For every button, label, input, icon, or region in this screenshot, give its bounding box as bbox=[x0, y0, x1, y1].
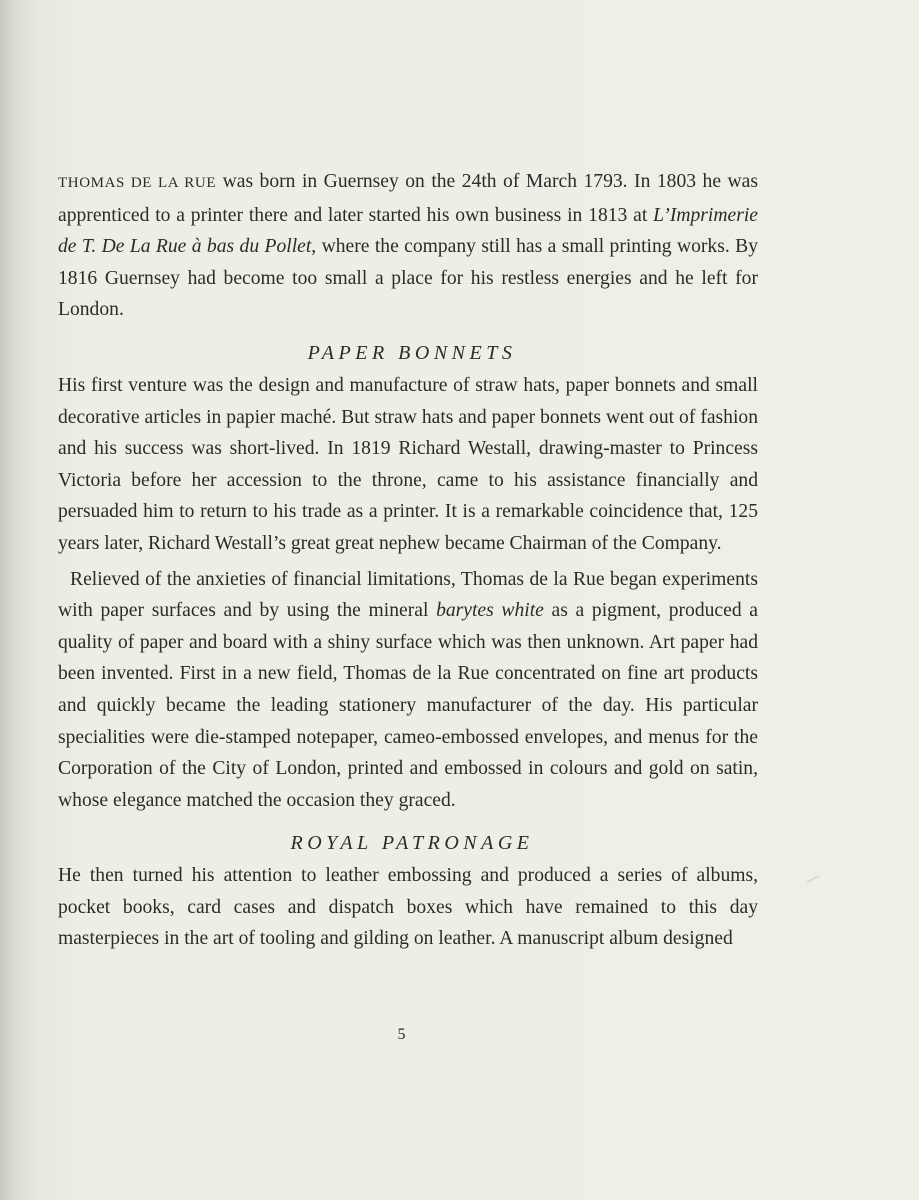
lead-name: THOMAS DE LA RUE bbox=[58, 175, 217, 191]
intro-text-a: was born in Guernsey on the 24th of March 1793. In 1803 he was apprenticed to a printer there and later started his own business in 1813 at bbox=[58, 171, 758, 226]
art-paper-text-a: Relieved of the anxieties of financial limitations, Thomas de la Rue began experiments with paper surfaces and by using the mineral bbox=[58, 568, 758, 622]
paragraph-art-paper bbox=[58, 564, 758, 817]
paragraph-leather-embossing: He then turned his attention to leather embossing and produced a series of albums, pocket books, card cases and dispatch boxes which have remained to this day masterpieces in the art of tooling and gilding on leather. A manuscript album designed bbox=[58, 865, 758, 950]
page-number-text: 5 bbox=[397, 1026, 406, 1043]
paragraph-intro bbox=[58, 166, 758, 326]
section-heading-royal-patronage: ROYAL PATRONAGE bbox=[290, 832, 534, 855]
paragraph-first-venture: His first venture was the design and manufacture of straw hats, paper bonnets and small decorative articles in papier maché. But straw hats and paper bonnets went out of fashion and his success was short-lived. In 1819 Richard Westall, drawing-master to Princess Victoria before her accession to the throne, came to his assistance financially and persuaded him to return to his trade as a printer. It is a remarkable coincidence that, 125 years later, Richard Westall’s great great nephew became Chairman of the Company. bbox=[58, 374, 758, 554]
art-paper-text-b: as a pigment, produced a quality of paper and board with a shiny surface which was then unknown. Art paper had been invented. First in a new field, Thomas de la Rue concentrated on fine art products and quickly became the leading stationery manufacturer of the day. His particular specialities were die-stamped notepaper, cameo-embossed envelopes, and menus for the Corporation of the City of London, printed and embossed in colours and gold on satin, whose elegance matched the occasion they graced. bbox=[58, 600, 758, 811]
page-number bbox=[0, 1026, 919, 1044]
intro-italic: L’Imprimerie de T. De La Rue à bas du Pollet bbox=[58, 204, 758, 258]
article-body bbox=[58, 166, 758, 955]
intro-text-b: , where the company still has a small printing works. By 1816 Guernsey had become too small a place for his restless energies and he left for London. bbox=[58, 236, 758, 321]
art-paper-italic: barytes white bbox=[436, 600, 544, 622]
section-heading-paper-bonnets: PAPER BONNETS bbox=[307, 341, 517, 364]
